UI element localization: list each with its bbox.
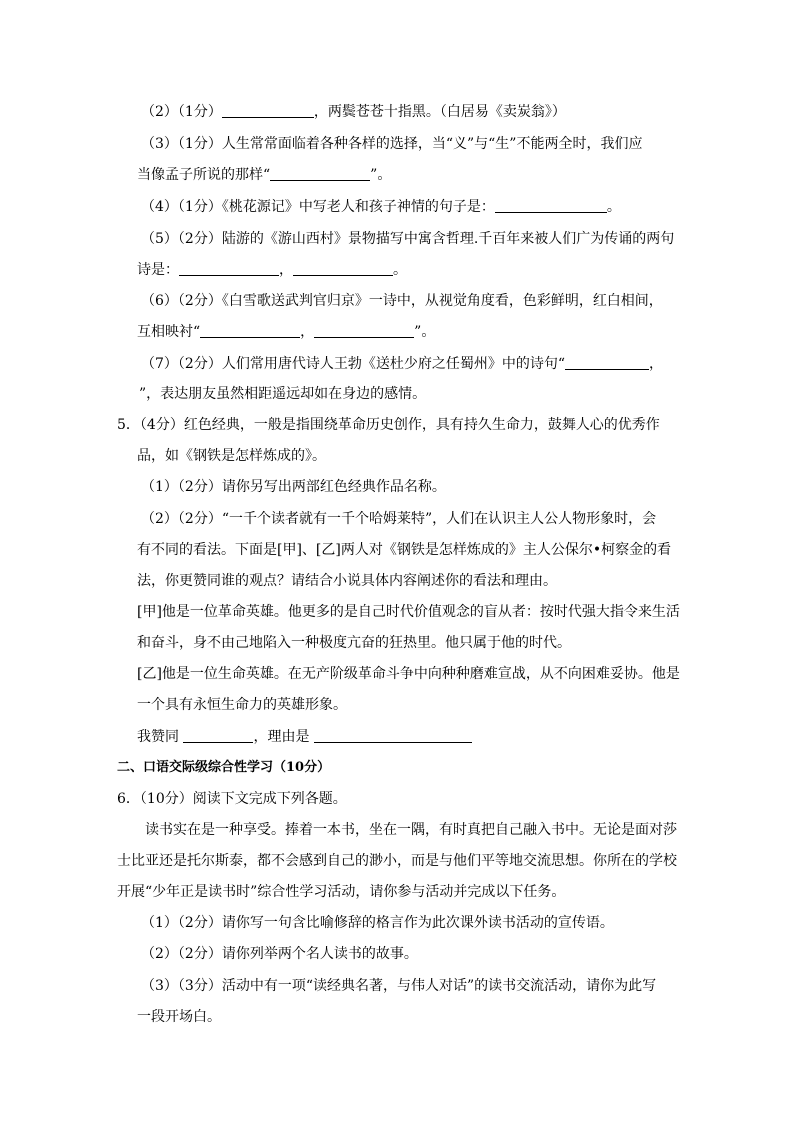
q5-answer-line [137,728,472,746]
q5-reason-label: ，理由是 [253,729,314,745]
answer-blank[interactable] [293,261,393,276]
q5-item-2-line3: 法，你更赞同谁的观点？请结合小说具体内容阐述你的看法和理由。 [137,573,557,589]
q5-item-1: （1）（2分）请你另写出两部红色经典作品名称。 [141,479,446,495]
q4-item-5-separator: ， [279,262,293,278]
q4-item-2-number: （2）（1分） [141,104,222,120]
q4-item-5-line2 [137,261,407,279]
q6-passage-line3: 开展“少年正是读书时”综合性学习活动，请你参与活动并完成以下任务。 [117,884,566,900]
q5-item-2-line2: 有不同的看法。下面是[甲]、[乙]两人对《钢铁是怎样炼成的》主人公保尔•柯察金的看 [137,542,672,558]
q5-view-jia-line2: 和奋斗，身不由己地陷入一种极度亢奋的狂热里。他只属于他的时代。 [137,635,571,651]
q4-item-7-separator: ， [648,356,663,372]
q4-item-3-line2 [137,166,391,184]
q4-item-6-line1: （6）（2分）《白雪歌送武判官归京》一诗中，从视觉角度看，色彩鲜明，红白相间， [141,293,663,309]
answer-blank[interactable] [565,355,649,370]
q6-item-3-line2: 一段开场白。 [137,1009,221,1025]
answer-blank[interactable] [495,198,607,213]
q4-item-4-suffix: 。 [606,199,621,215]
q4-item-2 [141,103,566,121]
q5-agree-label: 我赞同 [137,729,184,745]
q6-passage-line2: 士比亚还是托尔斯泰，都不会感到自己的渺小，而是与他们平等地交流思想。你所在的学校 [117,853,677,869]
q4-item-6-prefix: 互相映衬“ [137,324,201,340]
q6-item-2: （2）（2分）请你列举两个名人读书的故事。 [141,946,418,962]
q4-item-5-suffix: 。 [393,262,407,278]
q5-stem-line2: 品，如《钢铁是怎样炼成的》。 [137,448,326,464]
answer-blank[interactable] [183,728,253,743]
answer-blank[interactable] [200,323,300,338]
answer-blank[interactable] [314,728,472,743]
q4-item-7-line2: ”，表达朋友虽然相距遥远却如在身边的感情。 [139,386,427,402]
q5-item-2-line1: （2）（2分）“一千个读者就有一千个哈姆莱特”，人们在认识主人公人物形象时，会 [141,511,657,527]
q4-item-6-suffix: ”。 [414,324,436,340]
q4-item-2-text: ，两鬓苍苍十指黑。（白居易《卖炭翁》） [313,104,566,120]
q4-item-5-line1: （5）（2分）陆游的《游山西村》景物描写中寓含哲理.千百年来被人们广为传诵的两句 [141,231,675,247]
q4-item-7-text: （7）（2分）人们常用唐代诗人王勃《送杜少府之任蜀州》中的诗句“ [141,356,565,372]
q6-item-1: （1）（2分）请你写一句含比喻修辞的格言作为此次课外读书活动的宣传语。 [141,915,614,931]
answer-blank[interactable] [270,166,370,181]
q6-stem: 6．（10分）阅读下文完成下列各题。 [117,791,347,807]
q4-item-6-separator: ， [300,324,315,340]
q4-item-4-text: （4）（1分）《桃花源记》中写老人和孩子神情的句子是： [141,199,495,215]
q4-item-4 [141,198,621,216]
section-2-heading: 二、口语交际级综合性学习（10分） [117,760,331,775]
q5-view-jia-line1: [甲]他是一位革命英雄。他更多的是自己时代价值观念的盲从者：按时代强大指令来生活 [137,604,680,620]
q4-item-3-prefix: 当像孟子所说的那样“ [137,167,271,183]
answer-blank[interactable] [314,323,414,338]
q5-stem-line1: 5．（4分）红色经典，一般是指围绕革命历史创作，具有持久生命力，鼓舞人心的优秀作 [117,417,660,433]
q4-item-5-prefix: 诗是： [137,262,179,278]
q4-item-3-line1: （3）（1分）人生常常面临着各种各样的选择，当“义”与“生”不能两全时，我们应 [141,136,643,152]
q4-item-7-line1 [141,355,663,373]
q4-item-6-line2 [137,323,435,341]
answer-blank[interactable] [222,103,314,118]
q5-view-yi-line1: [乙]他是一位生命英雄。在无产阶级革命斗争中向种种磨难宣战，从不向困难妥协。他是 [137,666,680,682]
q5-view-yi-line2: 一个具有永恒生命力的英雄形象。 [137,697,347,713]
q6-item-3-line1: （3）（3分）活动中有一项“读经典名著，与伟人对话”的读书交流活动，请你为此写 [141,978,657,994]
answer-blank[interactable] [179,261,279,276]
q6-passage-line1: 读书实在是一种享受。捧着一本书，坐在一隅，有时真把自己融入书中。无论是面对莎 [145,822,677,838]
q4-item-3-suffix: ”。 [370,167,392,183]
